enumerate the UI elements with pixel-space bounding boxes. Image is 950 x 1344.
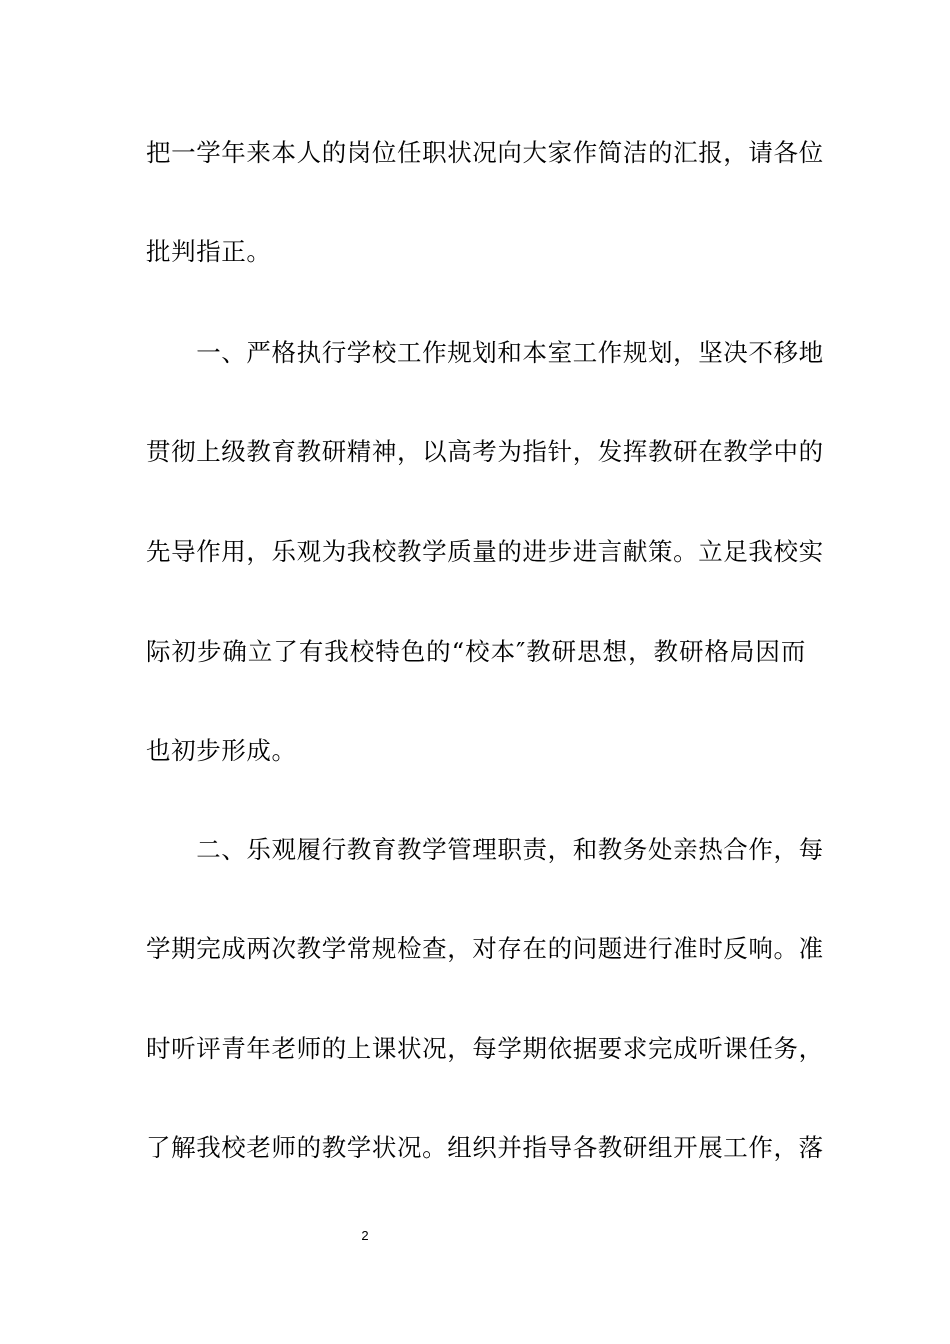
text-line: 把一学年来本人的岗位任职状况向大家作简洁的汇报，请各位 [146, 138, 824, 167]
text-line: 二、乐观履行教育教学管理职责，和教务处亲热合作，每 [146, 835, 824, 864]
text-line: 贯彻上级教育教研精神，以高考为指针，发挥教研在教学中的 [146, 437, 824, 466]
text-line: 也初步形成。 [146, 736, 297, 765]
text-line: 学期完成两次教学常规检查，对存在的问题进行准时反响。准 [146, 934, 824, 963]
text-line: 际初步确立了有我校特色的“校本″教研思想，教研格局因而 [146, 637, 806, 666]
text-line: 时听评青年老师的上课状况，每学期依据要求完成听课任务， [146, 1034, 824, 1063]
text-line: 一、严格执行学校工作规划和本室工作规划，坚决不移地 [146, 338, 824, 367]
text-line: 了解我校老师的教学状况。组织并指导各教研组开展工作，落 [146, 1133, 824, 1162]
page-number: 2 [361, 1228, 369, 1243]
text-line: 先导作用，乐观为我校教学质量的进步进言献策。立足我校实 [146, 537, 824, 566]
text-line: 批判指正。 [146, 237, 272, 266]
